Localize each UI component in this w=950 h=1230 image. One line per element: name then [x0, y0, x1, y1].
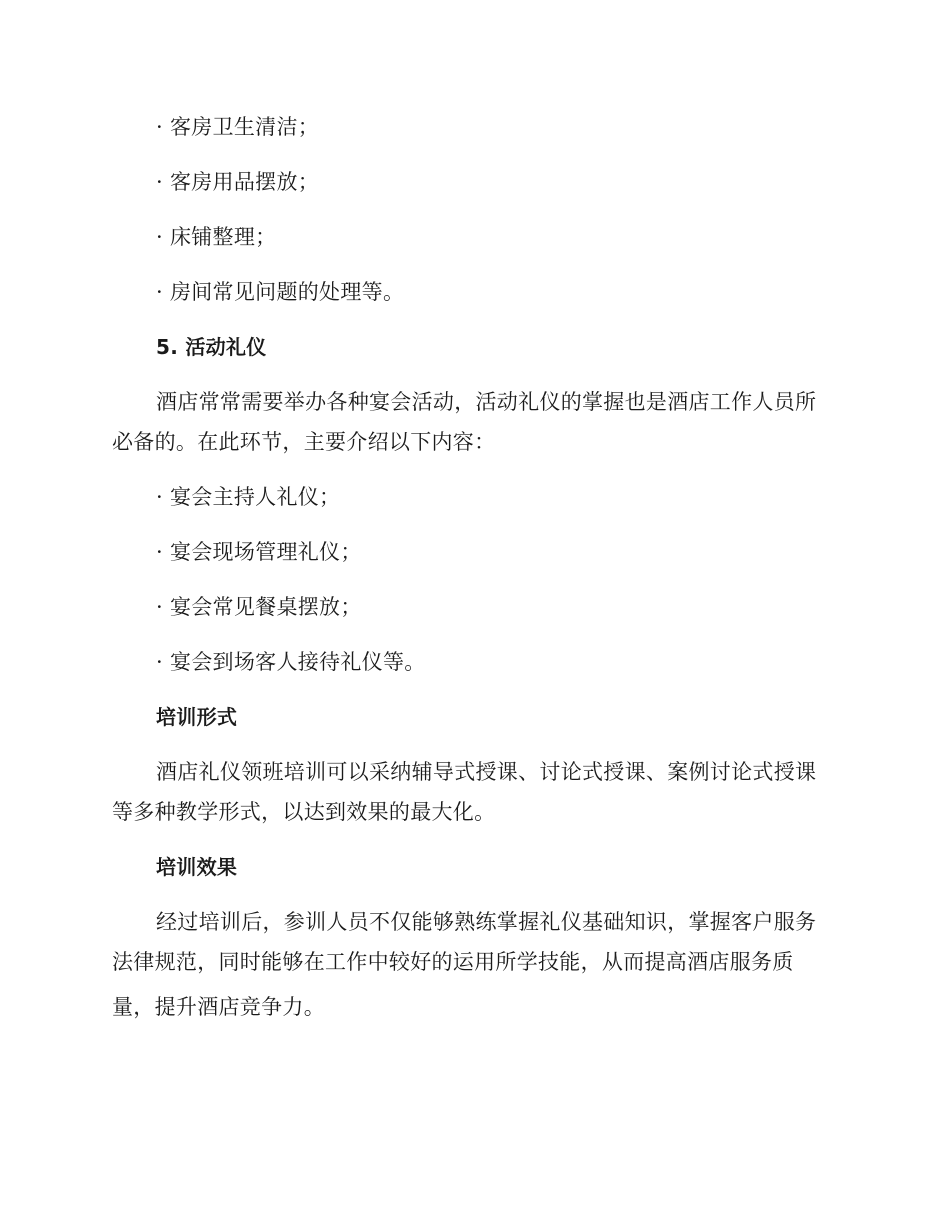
- section-heading-training-effect: 培训效果: [156, 855, 238, 879]
- list-item: · 客房用品摆放；: [156, 170, 320, 194]
- paragraph-line: 酒店常常需要举办各种宴会活动，活动礼仪的掌握也是酒店工作人员所: [156, 390, 817, 414]
- list-item: · 客房卫生清洁；: [156, 115, 320, 139]
- paragraph-line: 法律规范，同时能够在工作中较好的运用所学技能，从而提高酒店服务质: [112, 950, 794, 974]
- paragraph-line: 等多种教学形式，以达到效果的最大化。: [112, 800, 496, 824]
- paragraph-line: 量，提升酒店竞争力。: [112, 995, 325, 1019]
- list-item: · 宴会主持人礼仪；: [156, 485, 341, 509]
- paragraph-line: 经过培训后，参训人员不仅能够熟练掌握礼仪基础知识，掌握客户服务: [156, 910, 817, 934]
- paragraph-line: 必备的。在此环节，主要介绍以下内容：: [112, 430, 496, 454]
- paragraph-line: 酒店礼仪领班培训可以采纳辅导式授课、讨论式授课、案例讨论式授课: [156, 760, 817, 784]
- section-heading-training-format: 培训形式: [156, 705, 238, 729]
- section-heading-event-etiquette: 5. 活动礼仪: [156, 335, 267, 359]
- list-item: · 宴会常见餐桌摆放；: [156, 595, 362, 619]
- list-item: · 床铺整理；: [156, 225, 277, 249]
- list-item: · 宴会现场管理礼仪；: [156, 540, 362, 564]
- list-item: · 宴会到场客人接待礼仪等。: [156, 650, 426, 674]
- list-item: · 房间常见问题的处理等。: [156, 280, 405, 304]
